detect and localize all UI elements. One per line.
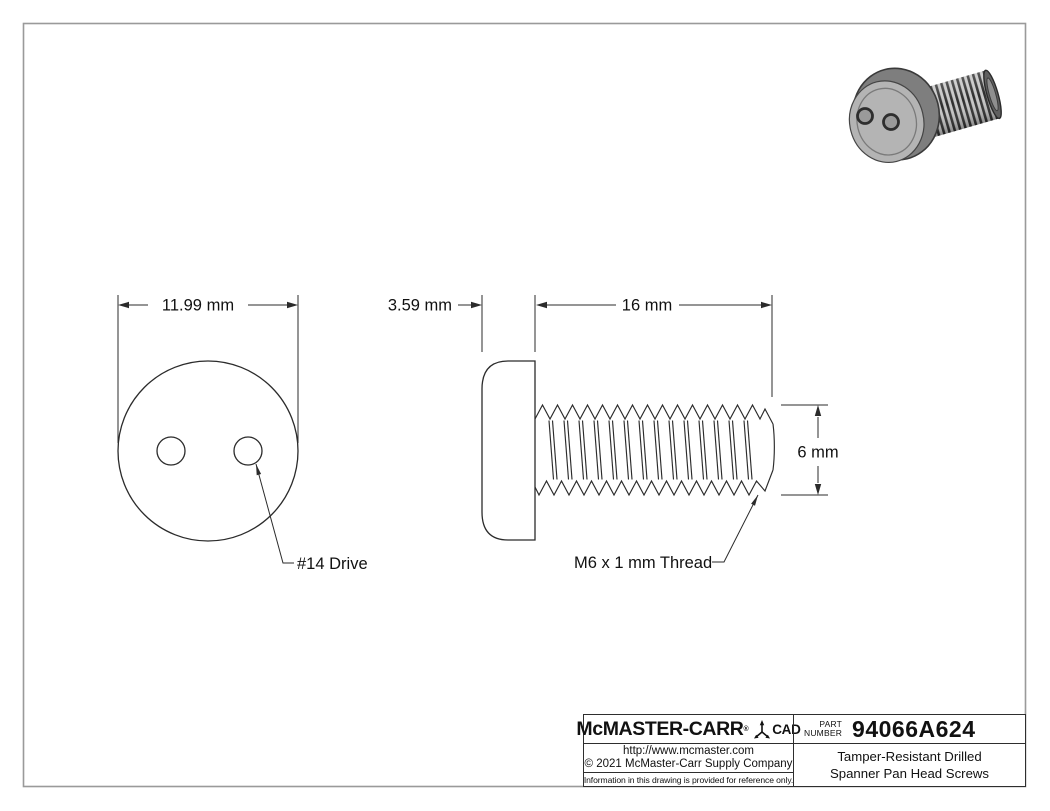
render-spanner-hole-right <box>884 115 899 130</box>
title-block-left <box>576 715 801 786</box>
brand-row <box>576 715 801 744</box>
head-outline-circle <box>118 361 298 541</box>
spanner-hole-right <box>234 437 262 465</box>
product-description <box>794 744 1025 786</box>
spanner-hole-left <box>157 437 185 465</box>
callout-drive-size: #14 Drive <box>297 555 368 573</box>
disclaimer-note: Information in this drawing is provided for reference only. <box>583 774 794 785</box>
dim-head-diameter <box>118 295 298 443</box>
product-line-2: Spanner Pan Head Screws <box>829 766 990 781</box>
dim-head-height <box>458 295 535 352</box>
arrowhead <box>471 302 482 308</box>
part-number-value: 94066A624 <box>852 715 976 742</box>
leader-thread <box>712 495 758 562</box>
arrowhead <box>815 484 821 495</box>
product-render-3d <box>838 59 1004 170</box>
arrowhead <box>751 495 758 506</box>
dim-label-head-diameter: 11.99 mm <box>161 296 235 315</box>
leader-drive <box>256 464 294 563</box>
arrowhead <box>287 302 298 308</box>
arrowhead <box>815 405 821 416</box>
title-block <box>576 714 1026 787</box>
side-view <box>482 361 774 540</box>
cad-axes-icon <box>753 719 771 739</box>
arrowhead <box>761 302 772 308</box>
title-block-right <box>793 715 1025 786</box>
brand-logo: McMASTER-CARR® <box>576 717 749 740</box>
part-number-label: PART NUMBER <box>804 719 843 738</box>
dim-label-thread-length: 16 mm <box>621 296 673 315</box>
part-number-row <box>794 715 1025 744</box>
dim-label-thread-diameter: 6 mm <box>797 443 839 462</box>
cad-label: CAD <box>772 721 801 737</box>
arrowhead <box>118 302 129 308</box>
product-line-1: Tamper-Resistant Drilled <box>837 749 982 764</box>
front-view <box>118 361 298 541</box>
dim-label-head-height: 3.59 mm <box>387 296 452 315</box>
company-info <box>584 744 793 773</box>
arrowhead <box>536 302 547 308</box>
registered-mark: ® <box>743 726 749 733</box>
arrowhead <box>256 464 261 475</box>
copyright-line: © 2021 McMaster-Carr Supply Company <box>584 758 793 770</box>
website-url: http://www.mcmaster.com <box>622 745 754 757</box>
head-profile <box>482 361 535 540</box>
render-spanner-hole-left <box>858 109 873 124</box>
thread-profile <box>535 405 774 495</box>
callout-thread-spec: M6 x 1 mm Thread <box>574 554 713 572</box>
